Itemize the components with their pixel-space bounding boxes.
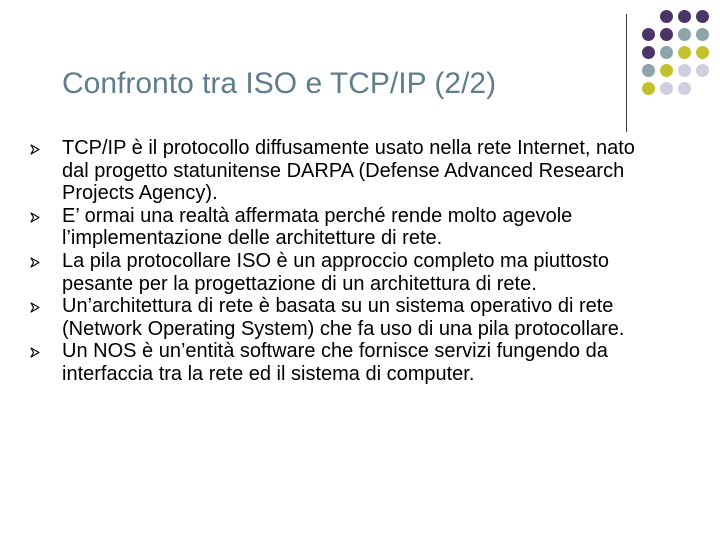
decorative-dot-grid: [640, 10, 720, 120]
decorative-dot: [660, 46, 673, 59]
decorative-dot: [696, 28, 709, 41]
bullet-text: La pila protocollare ISO è un approccio completo ma piuttosto pesante per la progettazione di un architettura di rete.: [62, 249, 609, 295]
decorative-dot: [660, 10, 673, 23]
decorative-dot: [678, 28, 691, 41]
arrow-bullet-icon: [30, 212, 40, 223]
arrow-bullet-icon: [30, 144, 40, 155]
bullet-item: [30, 295, 660, 340]
decorative-dot: [642, 28, 655, 41]
decorative-dot: [696, 10, 709, 23]
decorative-dot: [678, 46, 691, 59]
bullet-text: Un NOS è un’entità software che fornisce servizi fungendo da interfaccia tra la rete ed il sistema di computer.: [62, 340, 608, 385]
decorative-dot: [678, 64, 691, 77]
bullet-item: [30, 250, 660, 295]
decorative-dot: [678, 10, 691, 23]
bullet-item: [30, 340, 660, 385]
decorative-dot: [696, 46, 709, 59]
slide-title: Confronto tra ISO e TCP/IP (2/2): [62, 67, 497, 100]
bullet-text: E’ ormai una realtà affermata perché rende molto agevole l’implementazione delle architetture di rete.: [62, 204, 573, 250]
decorative-dot: [642, 64, 655, 77]
arrow-bullet-icon: [30, 302, 40, 313]
bullet-text: Un’architettura di rete è basata su un sistema operativo di rete (Network Operating System) che fa uso di una pila protocollare.: [62, 295, 625, 340]
arrow-bullet-icon: [30, 257, 40, 268]
decorative-dot: [642, 46, 655, 59]
decorative-dot: [696, 64, 709, 77]
decorative-dot: [678, 82, 691, 95]
bullet-item: [30, 205, 660, 250]
bullet-text: TCP/IP è il protocollo diffusamente usato nella rete Internet, nato dal progetto statunitense DARPA (Defense Advanced Research Projects Agency).: [62, 137, 635, 205]
arrow-bullet-icon: [30, 347, 40, 358]
decorative-dot: [660, 28, 673, 41]
decorative-dot: [660, 64, 673, 77]
bullet-list: [30, 137, 660, 386]
decorative-dot: [660, 82, 673, 95]
bullet-item: [30, 137, 660, 205]
decorative-dot: [642, 82, 655, 95]
title-divider-line: [626, 14, 627, 132]
